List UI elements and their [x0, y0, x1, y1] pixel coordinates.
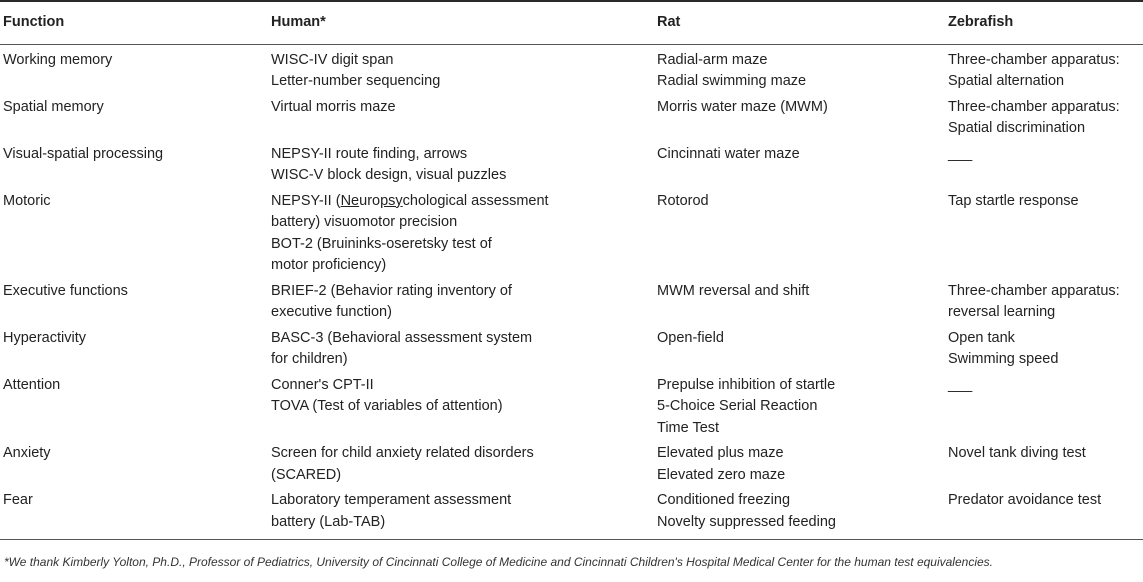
rat-test: Radial-arm maze: [657, 51, 768, 68]
human-test: BRIEF-2 (Behavior rating inventory of: [271, 282, 512, 299]
human-test: WISC-IV digit span: [271, 51, 394, 68]
zebrafish-cell: [945, 443, 1143, 490]
human-cell: [268, 375, 654, 444]
rat-test: Rotorod: [657, 192, 709, 209]
rat-test: Open-field: [657, 329, 724, 346]
human-cell: [268, 97, 654, 144]
header-zebrafish: Zebrafish: [945, 1, 1143, 44]
no-equivalent-dash: ___: [948, 145, 973, 162]
rat-cell: [654, 281, 945, 328]
rat-cell: [654, 144, 945, 191]
human-cell: [268, 443, 654, 490]
function-cell: [0, 97, 268, 144]
zebrafish-cell: [945, 328, 1143, 375]
no-equivalent-dash: ___: [948, 376, 973, 393]
function-label: Spatial memory: [3, 98, 104, 115]
function-label: Attention: [3, 376, 61, 393]
table-row: [0, 490, 1143, 540]
function-cell: [0, 328, 268, 375]
rat-cell: [654, 44, 945, 97]
human-cell: [268, 44, 654, 97]
zebrafish-test: Open tank: [948, 329, 1015, 346]
human-test: TOVA (Test of variables of attention): [271, 398, 503, 414]
human-test: for children): [271, 351, 348, 367]
human-test-part: uro: [359, 192, 381, 209]
rat-cell: [654, 490, 945, 540]
zebrafish-test: Tap startle response: [948, 192, 1079, 209]
table-row: [0, 44, 1143, 97]
human-test-part: chological assessment: [402, 192, 549, 209]
table-row: [0, 144, 1143, 191]
function-cell: [0, 281, 268, 328]
zebrafish-test: Predator avoidance test: [948, 492, 1102, 508]
rat-cell: [654, 443, 945, 490]
table-row: [0, 375, 1143, 444]
rat-test: Radial swimming maze: [657, 73, 807, 89]
human-cell: [268, 328, 654, 375]
zebrafish-test: Three-chamber apparatus:: [948, 282, 1120, 299]
header-row: [0, 1, 1143, 44]
header-rat: Rat: [654, 1, 945, 44]
human-test: BOT-2 (Bruininks-oseretsky test of: [271, 235, 492, 252]
rat-test: MWM reversal and shift: [657, 282, 810, 299]
human-test: Screen for child anxiety related disorders: [271, 445, 534, 461]
rat-test: Conditioned freezing: [657, 492, 791, 508]
function-cell: [0, 490, 268, 540]
function-label: Motoric: [3, 192, 51, 209]
zebrafish-test: Swimming speed: [948, 351, 1059, 367]
human-cell: [268, 191, 654, 281]
zebrafish-cell: [945, 281, 1143, 328]
rat-cell: [654, 328, 945, 375]
rat-test: Elevated zero maze: [657, 466, 786, 483]
human-test: WISC-V block design, visual puzzles: [271, 167, 507, 183]
human-test: BASC-3 (Behavioral assessment system: [271, 329, 533, 346]
function-cell: [0, 443, 268, 490]
function-cell: [0, 44, 268, 97]
human-test: Virtual morris maze: [271, 98, 396, 115]
human-test: Letter-number sequencing: [271, 73, 441, 89]
header-human: Human*: [268, 1, 654, 44]
zebrafish-cell: [945, 97, 1143, 144]
zebrafish-test: reversal learning: [948, 304, 1056, 320]
rat-test: Novelty suppressed feeding: [657, 513, 836, 530]
rat-test: 5-Choice Serial Reaction: [657, 398, 818, 414]
function-label: Anxiety: [3, 445, 51, 461]
function-cell: [0, 191, 268, 281]
human-test: Laboratory temperament assessment: [271, 492, 512, 508]
rat-cell: [654, 97, 945, 144]
table-body: [0, 44, 1143, 540]
human-cell: [268, 490, 654, 540]
table-row: [0, 328, 1143, 375]
function-label: Working memory: [3, 51, 113, 68]
table-footnote: *We thank Kimberly Yolton, Ph.D., Professor of Pediatrics, University of Cincinnati College of Medicine and Cincinnati Children's Hospital Medical Center for the human test equivalencies.: [4, 555, 993, 569]
function-cell: [0, 375, 268, 444]
human-test: Conner's CPT-II: [271, 376, 374, 393]
rat-test: Cincinnati water maze: [657, 145, 800, 162]
zebrafish-cell: [945, 375, 1143, 444]
human-test: motor proficiency): [271, 257, 387, 273]
human-test: (SCARED): [271, 466, 342, 483]
human-test: NEPSY-II route finding, arrows: [271, 145, 468, 162]
zebrafish-cell: [945, 44, 1143, 97]
human-test: battery) visuomotor precision: [271, 214, 458, 230]
human-cell: [268, 144, 654, 191]
human-test: [271, 191, 654, 213]
table-row: [0, 97, 1143, 144]
human-cell: [268, 281, 654, 328]
zebrafish-cell: [945, 191, 1143, 281]
function-label: Executive functions: [3, 282, 128, 299]
zebrafish-cell: [945, 490, 1143, 540]
human-test: battery (Lab-TAB): [271, 513, 386, 530]
human-test-part-underlined: psy: [380, 192, 403, 209]
zebrafish-cell: [945, 144, 1143, 191]
rat-cell: [654, 191, 945, 281]
human-test-part-underlined: Ne: [340, 192, 360, 209]
zebrafish-test: Spatial discrimination: [948, 120, 1086, 136]
table-header: [0, 1, 1143, 44]
rat-test: Elevated plus maze: [657, 445, 784, 461]
rat-test: Morris water maze (MWM): [657, 98, 828, 115]
human-test: executive function): [271, 304, 392, 320]
zebrafish-test: Novel tank diving test: [948, 445, 1086, 461]
zebrafish-test: Three-chamber apparatus:: [948, 51, 1120, 68]
function-label: Visual-spatial processing: [3, 145, 164, 162]
rat-cell: [654, 375, 945, 444]
human-test-part: NEPSY-II (: [271, 192, 341, 209]
zebrafish-test: Spatial alternation: [948, 73, 1065, 89]
table-row: [0, 191, 1143, 281]
function-label: Hyperactivity: [3, 329, 86, 346]
function-cell: [0, 144, 268, 191]
table-row: [0, 281, 1143, 328]
table-row: [0, 443, 1143, 490]
rat-test: Prepulse inhibition of startle: [657, 376, 836, 393]
header-function: Function: [0, 1, 268, 44]
rat-test: Time Test: [657, 419, 720, 436]
zebrafish-test: Three-chamber apparatus:: [948, 98, 1120, 115]
function-label: Fear: [3, 492, 33, 508]
